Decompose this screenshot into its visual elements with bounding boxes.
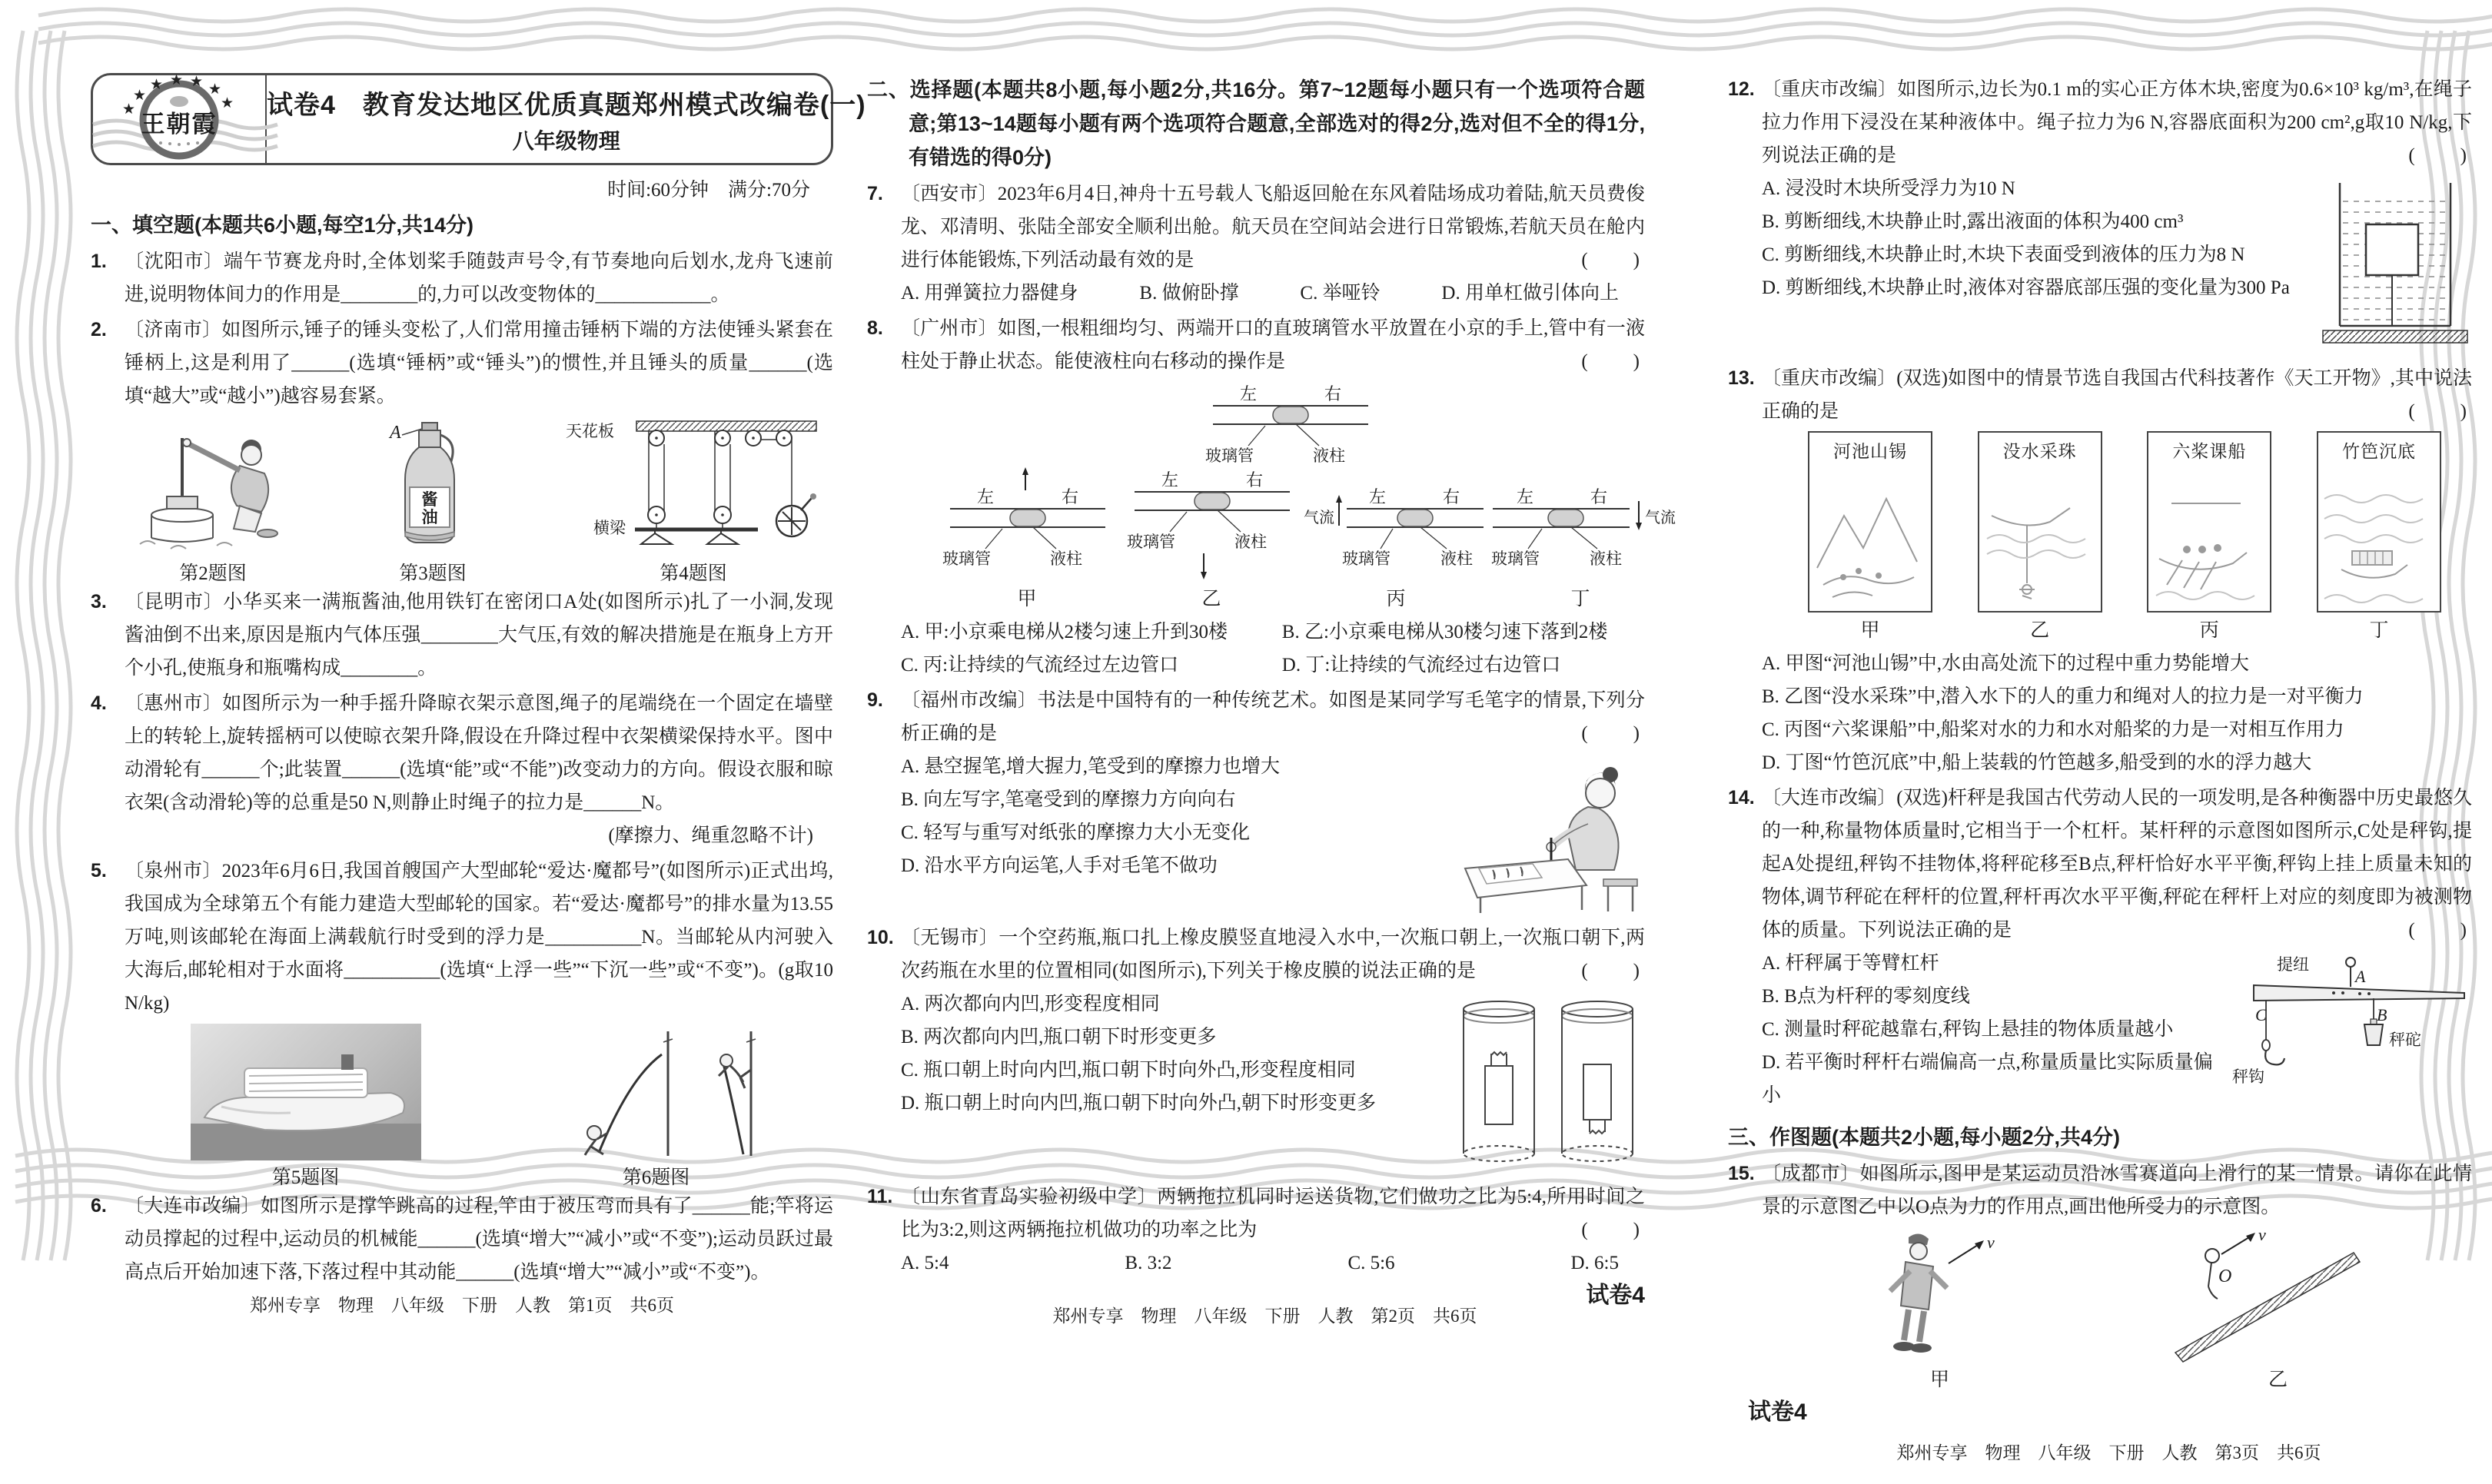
svg-text:气流: 气流 [1645,510,1676,526]
paper-title: 试卷4 教育发达地区优质真题郑州模式改编卷(一) [267,90,866,120]
variant-caption: 丁 [1570,589,1590,609]
question-text: 〔惠州市〕如图所示为一种手摇升降晾衣架示意图,绳子的尾端绕在一个固定在墙壁上的转轮上,旋转摇柄可以使晾衣架升降,假设在升降过程中衣架横梁保持水平。图中动滑轮有______个;此装置______(选填“能”或“不能”)改变动力的方向。假设衣服和晾衣架(含动滑轮)等的总重是50 N,则静止时绳子的拉力是______N。 [125,693,833,813]
svg-text:★: ★ [133,88,147,104]
figure-q3 [379,417,487,586]
glass-tube-label: 玻璃管 [1205,447,1254,465]
footer-text: 郑州专享 物理 八年级 下册 人教 第3页 共6页 [1896,1443,2321,1462]
figure-caption: 第2题图 [179,563,247,584]
tube-variant-jia [935,467,1119,616]
pole-vault-figure [553,1024,760,1160]
question-12 [1728,73,2472,360]
option-d: D. 丁:让持续的气流经过右边管口 [1281,655,1561,676]
figure-row-2 [91,1022,833,1190]
option-c: C. 轻写与重写对纸张的摩擦力大小无变化 [901,822,1251,843]
question-text: 〔大连市改编〕(双选)杆秤是我国古代劳动人民的一项发明,是各种衡器中历史最悠久的一种,称量物体质量时,它相当于一个杠杆。某杆秤的示意图如图所示,C处是秤钩,提起A处提纽,秤钩不挂物体,将秤砣移至B点,秤杆恰好水平平衡,秤钩上挂上质量未知的物体,调节秤砣在秤杆的位置,秤杆再次水平平衡,秤砣在秤杆上对应的刻度即为被测物体的质量。下列说法正确的是 [1762,788,2472,941]
scene-art-mountain [1809,468,1928,611]
question-number: 7. [867,183,883,204]
tube-variant-ding [1488,467,1676,616]
glass-tube-main-figure [1198,378,1382,464]
skier-photo-figure [1875,1223,2005,1396]
option-b: B. 做俯卧撑 [1139,283,1239,304]
answer-bracket: ( ) [1581,1220,1640,1240]
cruise-ship-photo [191,1024,421,1160]
svg-text:左: 左 [976,487,995,506]
point-o-label: O [2218,1267,2231,1286]
footer-text: 郑州专享 物理 八年级 下册 人教 第2页 共6页 [1052,1306,1477,1326]
svg-text:★: ★ [190,74,204,90]
figure-caption: 第4题图 [660,563,727,584]
scene-title: 竹笆沉底 [2341,442,2416,461]
question-text: 〔西安市〕2023年6月4日,神舟十五号载人飞船返回舱在东风着陆场成功着陆,航天员费俊龙、邓清明、张陆全部安全顺利出舱。航天员在空间站会进行日常锻炼,若航天员在舱内进行体能锻炼,下列活动最有效的是 [901,184,1645,271]
options-list [1762,647,2472,779]
options-grid [901,616,1645,682]
question-number: 2. [91,319,107,340]
variant-caption: 丙 [1386,589,1406,609]
paper-header [91,72,866,165]
svg-text:液柱: 液柱 [1234,533,1267,551]
option-c: C. 丙图“六桨课船”中,船桨对水的力和水对船桨的力是一对相互作用力 [1762,719,2344,740]
page3-footer [1728,1399,2472,1484]
variant-caption: 乙 [1201,589,1221,609]
question-6 [91,1190,833,1289]
question-text: 〔重庆市改编〕(双选)如图中的情景节选自我国古代科技著作《天工开物》,其中说法正确的是 [1762,368,2472,422]
right-label: 右 [1324,384,1342,403]
option-a: A. 5:4 [901,1253,949,1273]
question-8 [867,312,1676,682]
question-number: 3. [91,591,107,613]
option-a: A. 悬空握笔,增大握力,笔受到的摩擦力也增大 [901,756,1281,777]
svg-text:★: ★ [208,81,222,98]
question-number: 15. [1728,1163,1755,1184]
svg-text:液柱: 液柱 [1050,549,1082,568]
svg-text:液柱: 液柱 [1590,549,1622,568]
question-text: 〔山东省青岛实验初级中学〕两辆拖拉机同时运送货物,它们做功之比为5:4,所用时间之比为3:2,则这两辆拖拉机做功的功率之比为 [901,1187,1645,1240]
paper-title-block [267,75,866,163]
question-number: 8. [867,317,883,339]
option-c: C. 瓶口朝上时向内凹,瓶口朝下时向外凸,形变程度相同 [901,1060,1356,1081]
option-a: A. 两次都向内凹,形变程度相同 [901,994,1160,1014]
question-10 [867,921,1645,1178]
answer-bracket: ( ) [1581,351,1640,372]
option-a: A. 杆秤属于等臂杠杆 [1762,953,1939,974]
option-b: B. 剪断细线,木块静止时,露出液面的体积为400 cm³ [1762,211,2184,232]
question-text: 〔重庆市改编〕如图所示,边长为0.1 m的实心正方体木块,密度为0.6×10³ kg/m³,在绳子拉力作用下浸没在某种液体中。绳子拉力为6 N,容器底面积为200 cm²,g取10 N/kg,下列说法正确的是 [1762,79,2472,166]
option-c: C. 5:6 [1347,1253,1395,1273]
page1-footer: 郑州专享 物理 八年级 下册 人教 第1页 共6页 [250,1296,674,1315]
scene-title: 六桨课船 [2172,442,2247,461]
scene-ding [2317,431,2441,647]
page-3 [1728,73,2472,1462]
question-text: 〔广州市〕如图,一根粗细均匀、两端开口的直玻璃管水平放置在小京的手上,管中有一液柱处于静止状态。能使液柱向右移动的操作是 [901,318,1645,372]
scene-caption: 丙 [2199,620,2219,641]
scene-caption: 甲 [1860,620,1880,641]
question-text: 〔沈阳市〕端午节赛龙舟时,全体划桨手随鼓声号令,有节奏地向后划水,龙舟飞速前进,说明物体间力的作用是________的,力可以改变物体的____________。 [125,251,833,305]
option-a: A. 浸没时木块所受浮力为10 N [1762,178,2015,199]
question-number: 6. [91,1195,107,1217]
liquid-column-label: 液柱 [1313,447,1345,465]
question-1 [91,245,833,311]
tube-variant-yi [1119,467,1304,616]
section2-heading: 二、选择题(本题共8小题,每小题2分,共16分。第7~12题每小题只有一个选项符合题意;第13~14题每小题有两个选项符合题意,全部选对的得2分,选对但不全的得1分,有错选的得0分) [867,78,1645,169]
scene-title: 河池山锡 [1833,442,1907,461]
sauce-label-char1: 酱 [421,490,438,509]
question-number: 14. [1728,787,1755,808]
logo-text: 王朝霞 [141,111,218,138]
sauce-bottle-figure [379,417,487,556]
question-5 [91,855,833,1020]
figure-caption: 乙 [2268,1369,2288,1390]
option-d: D. 若平衡时秤杆右端偏高一点,称量质量比实际质量偏小 [1762,1052,2213,1106]
option-d: D. 瓶口朝上时向内凹,瓶口朝下时向外凸,朝下时形变更多 [901,1093,1377,1114]
steelyard-figure [2226,950,2472,1087]
publisher-logo [93,72,267,163]
airflow-label: 气流 [1304,510,1334,526]
tube-figures [901,378,1676,616]
svg-text:★: ★ [150,77,164,93]
svg-text:右: 右 [1061,487,1079,506]
answer-bracket: ( ) [1581,961,1640,981]
svg-text:左: 左 [1161,470,1179,490]
answer-bracket: ( ) [2408,401,2467,422]
scene-yi [1978,431,2102,647]
figure-q2 [125,417,301,586]
point-a-label: A [2355,967,2366,986]
sauce-label-char2: 油 [421,508,438,526]
question-number: 10. [867,927,894,948]
option-c: C. 测量时秤砣越靠右,秤钩上悬挂的物体质量越小 [1762,1019,2174,1040]
bottles-in-water-figure [1451,991,1645,1175]
block-in-liquid-figure [2318,175,2472,357]
figure-caption: 第6题图 [622,1167,690,1188]
svg-text:右: 右 [1245,470,1264,490]
question-number: 11. [867,1186,893,1207]
point-b-label: B [2377,1005,2387,1024]
scene-art-diver [1979,468,2098,611]
question-number: 12. [1728,78,1755,100]
options-row [901,277,1645,310]
scene-title: 没水采珠 [2002,442,2077,461]
beam-label: 横梁 [593,519,626,537]
ceiling-label: 天花板 [566,422,614,440]
section1-heading: 一、填空题(本题共6小题,每空1分,共14分) [91,214,474,237]
svg-text:玻璃管: 玻璃管 [942,549,991,568]
scene-art-boat [2148,468,2267,611]
svg-text:玻璃管: 玻璃管 [1127,533,1175,551]
figure-q6 [553,1024,760,1190]
svg-text:左: 左 [1368,487,1387,506]
question-11 [867,1180,1645,1280]
scene-art-raft [2318,468,2437,611]
options-row [901,1247,1645,1280]
question-13 [1728,362,2472,779]
question-text: 〔泉州市〕2023年6月6日,我国首艘国产大型邮轮“爱达·魔都号”(如图所示)正式出坞,我国成为全球第五个有能力建造大型邮轮的国家。若“爱达·魔都号”的排水量为13.55万吨,则该邮轮在海面上满载航行时受到的浮力是__________N。当邮轮从内河驶入大海后,邮轮相对于水面将__________(选填“上浮一些”“下沉一些”或“不变”)。(g取10 N/kg) [125,861,833,1014]
option-d: D. 沿水平方向运笔,人手对毛笔不做功 [901,855,1218,876]
scene-caption: 乙 [2030,620,2050,641]
scene-caption: 丁 [2369,620,2389,641]
figure-row-1 [91,415,833,586]
option-c: C. 剪断细线,木块静止时,木块下表面受到液体的压力为8 N [1762,244,2245,265]
question-text: 〔福州市改编〕书法是中国特有的一种传统艺术。如图是某同学写毛笔字的情景,下列分析正确的是 [901,690,1645,744]
figure-row-q15 [1762,1223,2472,1396]
option-a: A. 甲:小京乘电梯从2楼匀速上升到30楼 [901,622,1228,642]
point-a-label: A [390,423,401,443]
option-a: A. 甲图“河池山锡”中,水由高处流下的过程中重力势能增大 [1762,653,2249,674]
booklet-label: 试卷4 [1748,1399,1807,1425]
svg-text:玻璃管: 玻璃管 [1491,549,1540,568]
svg-text:★: ★ [221,95,234,111]
question-3 [91,586,833,685]
velocity-label: v [2258,1225,2266,1244]
option-b: B. 两次都向内凹,瓶口朝下时形变更多 [901,1027,1217,1047]
option-d: D. 6:5 [1570,1253,1619,1273]
border-left-waves [0,0,77,1216]
lifting-cord-label: 提纽 [2277,955,2309,974]
answer-bracket: ( ) [1581,723,1640,744]
ancient-scenes-row [1762,428,2472,647]
option-d: D. 剪断细线,木块静止时,液体对容器底部压强的变化量为300 Pa [1762,277,2290,298]
page2-footer [867,1282,1645,1367]
option-d: D. 丁图“竹笆沉底”中,船上装载的竹笆越多,船受到的水的浮力越大 [1762,752,2312,773]
figure-q5 [191,1024,421,1190]
question-number: 1. [91,251,107,272]
exam-meta: 时间:60分钟 满分:70分 [607,180,810,201]
question-number: 4. [91,692,107,714]
question-9 [867,684,1645,919]
question-7 [867,178,1645,310]
question-number: 5. [91,860,107,881]
question-15 [1728,1157,2472,1396]
option-c: C. 举哑铃 [1300,283,1381,304]
option-c: C. 丙:让持续的气流经过左边管口 [901,655,1179,676]
question-text: 〔无锡市〕一个空药瓶,瓶口扎上橡皮膜竖直地浸入水中,一次瓶口朝上,一次瓶口朝下,两次药瓶在水里的位置相同(如图所示),下列关于橡皮膜的说法正确的是 [901,928,1645,981]
question-text: 〔昆明市〕小华买来一满瓶酱油,他用铁钉在密闭口A处(如图所示)扎了一小洞,发现酱油倒不出来,原因是瓶内气体压强________大气压,有效的解决措施是在瓶身上方开个小孔,使瓶身和瓶嘴构成________。 [125,592,833,679]
paper-subtitle: 八年级物理 [512,128,620,153]
figure-caption: 甲 [1929,1369,1949,1390]
booklet-label: 试卷4 [1586,1283,1645,1308]
svg-text:玻璃管: 玻璃管 [1342,549,1391,568]
scene-jia [1808,431,1932,647]
border-top-waves [0,0,2492,65]
svg-text:左: 左 [1516,487,1534,506]
page-1 [91,72,866,1315]
question-text: 〔大连市改编〕如图所示是撑竿跳高的过程,竿由于被压弯而具有了______能;竿将运动员撑起的过程中,运动员的机械能______(选填“增大”“减小”或“不变”);运动员跃过最高点后开始加速下落,下落过程中其动能______(选填“增大”“减小”或“不变”)。 [125,1196,833,1283]
pulley-system-figure [564,417,822,556]
variant-caption: 甲 [1017,589,1037,609]
option-b: B. 乙:小京乘电梯从30楼匀速下落到2楼 [1281,622,1608,642]
svg-text:右: 右 [1590,487,1608,506]
section3-heading: 三、作图题(本题共2小题,每小题2分,共4分) [1728,1126,2121,1149]
question-text: 〔成都市〕如图所示,图甲是某运动员沿冰雪赛道向上滑行的某一情景。请你在此情景的示意图乙中以O点为力的作用点,画出他所受力的示意图。 [1762,1164,2472,1217]
option-b: B. 向左写字,笔毫受到的摩擦力方向向右 [901,789,1236,810]
question-number: 9. [867,689,883,711]
velocity-label: v [1986,1233,1995,1252]
weight-label: 秤砣 [2389,1031,2421,1049]
point-c-label: C [2255,1005,2267,1024]
figure-caption: 第5题图 [271,1167,340,1188]
question-14 [1728,782,2472,1112]
hook-label: 秤钩 [2232,1067,2264,1086]
question-4 [91,687,833,852]
option-b: B. B点为杆秤的零刻度线 [1762,986,1970,1007]
logo-face [170,96,188,107]
answer-bracket: ( ) [2408,145,2467,166]
left-label: 左 [1239,384,1258,403]
answer-bracket: ( ) [1581,250,1640,271]
figure-caption: 第3题图 [399,563,467,584]
question-text: 〔济南市〕如图所示,锤子的锤头变松了,人们常用撞击锤柄下端的方法使锤头紧套在锤柄上,这是利用了______(选填“锤柄”或“锤头”)的惯性,并且锤头的质量______(选填“越大”或“越小”)越容易套紧。 [125,320,833,407]
question-note: (摩擦力、绳重忽略不计) [608,825,813,846]
tube-variant-bing [1304,467,1488,616]
option-b: B. 乙图“没水采珠”中,潜入水下的人的重力和绳对人的拉力是一对平衡力 [1762,686,2364,707]
svg-text:★: ★ [122,101,136,118]
page-2 [867,73,1676,1326]
option-b: B. 3:2 [1125,1253,1172,1273]
question-number: 13. [1728,367,1755,389]
svg-text:★: ★ [170,72,184,88]
figure-q4 [564,417,822,586]
slope-diagram-figure [2163,1223,2394,1396]
scene-bing [2147,431,2271,647]
answer-bracket: ( ) [2408,920,2467,941]
svg-text:液柱: 液柱 [1440,549,1473,568]
tube-variants-row [935,467,1676,616]
option-a: A. 用弹簧拉力器健身 [901,283,1078,304]
option-d: D. 用单杠做引体向上 [1441,283,1619,304]
calligraphy-figure [1453,753,1645,916]
question-2 [91,314,833,413]
hammer-scene-figure [125,417,301,556]
publisher-logo-art [93,72,265,163]
svg-text:右: 右 [1442,487,1460,506]
